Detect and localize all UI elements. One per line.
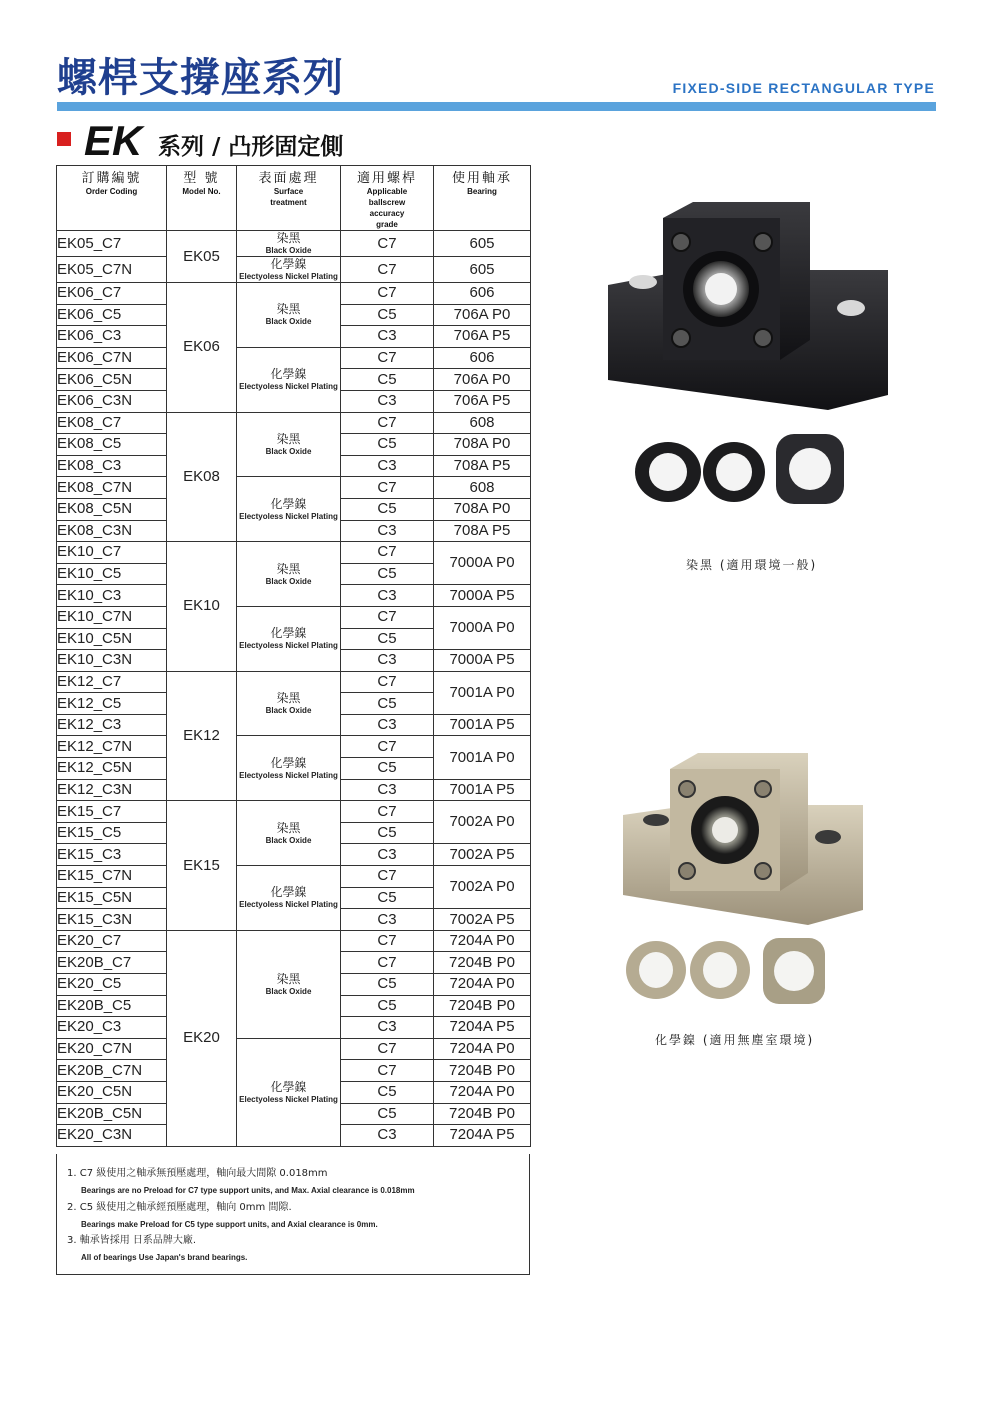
order-code-cell: EK10_C3 bbox=[57, 585, 167, 607]
grade-cell: C3 bbox=[341, 779, 434, 801]
table-row bbox=[57, 477, 531, 499]
section-code: EK bbox=[84, 117, 143, 164]
note-3-en: All of bearings Use Japan's brand bearings. bbox=[81, 1253, 248, 1262]
note-2-zh: 2. C5 級使用之軸承經預壓處理，軸向 0mm 間隙. bbox=[67, 1202, 292, 1213]
order-code-cell: EK06_C7N bbox=[57, 347, 167, 369]
order-code-cell: EK08_C5 bbox=[57, 434, 167, 456]
table-row bbox=[57, 671, 531, 693]
model-no-cell: EK20 bbox=[167, 930, 237, 1146]
bearing-cell: 7002A P5 bbox=[434, 909, 531, 931]
model-no-cell: EK05 bbox=[167, 231, 237, 283]
order-code-cell: EK15_C7 bbox=[57, 801, 167, 823]
order-code-cell: EK12_C7N bbox=[57, 736, 167, 758]
notes-box bbox=[56, 1154, 530, 1275]
bearing-cell: 7204A P0 bbox=[434, 1038, 531, 1060]
order-code-cell: EK15_C3N bbox=[57, 909, 167, 931]
grade-cell: C7 bbox=[341, 952, 434, 974]
order-code-cell: EK15_C5N bbox=[57, 887, 167, 909]
grade-cell: C5 bbox=[341, 1103, 434, 1125]
order-code-cell: EK20B_C5 bbox=[57, 995, 167, 1017]
order-code-cell: EK20_C7 bbox=[57, 930, 167, 952]
order-code-cell: EK20B_C5N bbox=[57, 1103, 167, 1125]
bearing-cell: 608 bbox=[434, 477, 531, 499]
order-code-cell: EK06_C7 bbox=[57, 283, 167, 305]
bearing-cell: 7204A P0 bbox=[434, 974, 531, 996]
spec-table bbox=[56, 165, 531, 1147]
order-code-cell: EK10_C3N bbox=[57, 650, 167, 672]
treatment-black-oxide-cell: 染黑 Black Oxide bbox=[237, 412, 341, 477]
bearing-cell: 7001A P5 bbox=[434, 779, 531, 801]
order-code-cell: EK20_C7N bbox=[57, 1038, 167, 1060]
bearing-cell: 605 bbox=[434, 257, 531, 283]
bearing-cell: 7000A P5 bbox=[434, 585, 531, 607]
grade-cell: C7 bbox=[341, 671, 434, 693]
note-1-zh: 1. C7 級使用之軸承無預壓處理，軸向最大間隙 0.018mm bbox=[67, 1168, 328, 1179]
grade-cell: C7 bbox=[341, 606, 434, 628]
grade-cell: C3 bbox=[341, 326, 434, 348]
grade-cell: C3 bbox=[341, 520, 434, 542]
grade-cell: C3 bbox=[341, 1125, 434, 1147]
table-row bbox=[57, 542, 531, 564]
treatment-nickel-cell: 化學鎳 Electyoless Nickel Plating bbox=[237, 606, 341, 671]
treatment-black-oxide-cell: 染黑 Black Oxide bbox=[237, 231, 341, 257]
nickel-product-image bbox=[598, 745, 898, 1025]
table-row bbox=[57, 801, 531, 823]
table-row bbox=[57, 283, 531, 305]
treatment-nickel-cell: 化學鎳 Electyoless Nickel Plating bbox=[237, 736, 341, 801]
order-code-cell: EK20_C3 bbox=[57, 1017, 167, 1039]
bearing-cell: 7204B P0 bbox=[434, 952, 531, 974]
grade-cell: C7 bbox=[341, 347, 434, 369]
order-code-cell: EK08_C5N bbox=[57, 498, 167, 520]
note-1-en: Bearings are no Preload for C7 type support units, and Max. Axial clearance is 0.018mm bbox=[81, 1186, 415, 1195]
grade-cell: C3 bbox=[341, 1017, 434, 1039]
table-row bbox=[57, 930, 531, 952]
order-code-cell: EK12_C3N bbox=[57, 779, 167, 801]
grade-cell: C3 bbox=[341, 390, 434, 412]
grade-cell: C7 bbox=[341, 412, 434, 434]
grade-cell: C7 bbox=[341, 477, 434, 499]
order-code-cell: EK10_C7 bbox=[57, 542, 167, 564]
header-model-no: 型 號 Model No. bbox=[167, 166, 237, 231]
bearing-cell: 708A P0 bbox=[434, 498, 531, 520]
grade-cell: C5 bbox=[341, 693, 434, 715]
grade-cell: C7 bbox=[341, 1060, 434, 1082]
treatment-black-oxide-cell: 染黑 Black Oxide bbox=[237, 283, 341, 348]
grade-cell: C3 bbox=[341, 909, 434, 931]
treatment-nickel-cell: 化學鎳 Electyoless Nickel Plating bbox=[237, 1038, 341, 1146]
order-code-cell: EK12_C5 bbox=[57, 693, 167, 715]
grade-cell: C5 bbox=[341, 822, 434, 844]
table-row bbox=[57, 231, 531, 257]
grade-cell: C3 bbox=[341, 650, 434, 672]
order-code-cell: EK20B_C7 bbox=[57, 952, 167, 974]
order-code-cell: EK08_C7 bbox=[57, 412, 167, 434]
bearing-cell: 7002A P0 bbox=[434, 866, 531, 909]
note-3-zh: 3. 軸承皆採用 日系品牌大廠. bbox=[67, 1235, 197, 1246]
table-row bbox=[57, 736, 531, 758]
treatment-nickel-cell: 化學鎳 Electyoless Nickel Plating bbox=[237, 866, 341, 931]
bearing-cell: 7000A P0 bbox=[434, 542, 531, 585]
header-order-coding: 訂購編號 Order Coding bbox=[57, 166, 167, 231]
model-no-cell: EK08 bbox=[167, 412, 237, 542]
header-bearing: 使用軸承 Bearing bbox=[434, 166, 531, 231]
grade-cell: C7 bbox=[341, 283, 434, 305]
nickel-caption: 化學鎳 (適用無塵室環境) bbox=[655, 1033, 815, 1047]
bearing-cell: 7000A P5 bbox=[434, 650, 531, 672]
grade-cell: C5 bbox=[341, 304, 434, 326]
order-code-cell: EK10_C5 bbox=[57, 563, 167, 585]
order-code-cell: EK12_C7 bbox=[57, 671, 167, 693]
grade-cell: C3 bbox=[341, 585, 434, 607]
bearing-cell: 708A P5 bbox=[434, 520, 531, 542]
bearing-cell: 708A P5 bbox=[434, 455, 531, 477]
table-row bbox=[57, 1038, 531, 1060]
treatment-nickel-cell: 化學鎳 Electyoless Nickel Plating bbox=[237, 257, 341, 283]
grade-cell: C5 bbox=[341, 974, 434, 996]
grade-cell: C7 bbox=[341, 542, 434, 564]
table-header-row bbox=[57, 166, 531, 231]
section-name: 系列 / 凸形固定側 bbox=[158, 134, 344, 160]
treatment-nickel-cell: 化學鎳 Electyoless Nickel Plating bbox=[237, 347, 341, 412]
bearing-cell: 706A P5 bbox=[434, 390, 531, 412]
bearing-cell: 7204B P0 bbox=[434, 995, 531, 1017]
black-oxide-caption: 染黑 (適用環境一般) bbox=[686, 558, 818, 572]
title-underline-bar bbox=[57, 102, 936, 111]
bearing-cell: 7001A P5 bbox=[434, 714, 531, 736]
grade-cell: C3 bbox=[341, 714, 434, 736]
bearing-cell: 606 bbox=[434, 347, 531, 369]
grade-cell: C5 bbox=[341, 887, 434, 909]
bearing-cell: 608 bbox=[434, 412, 531, 434]
bearing-cell: 7204A P5 bbox=[434, 1125, 531, 1147]
order-code-cell: EK08_C3 bbox=[57, 455, 167, 477]
model-no-cell: EK06 bbox=[167, 283, 237, 413]
table-row bbox=[57, 606, 531, 628]
grade-cell: C5 bbox=[341, 628, 434, 650]
order-code-cell: EK06_C5 bbox=[57, 304, 167, 326]
grade-cell: C7 bbox=[341, 801, 434, 823]
grade-cell: C7 bbox=[341, 231, 434, 257]
treatment-black-oxide-cell: 染黑 Black Oxide bbox=[237, 671, 341, 736]
treatment-black-oxide-cell: 染黑 Black Oxide bbox=[237, 801, 341, 866]
grade-cell: C5 bbox=[341, 995, 434, 1017]
bearing-cell: 7002A P5 bbox=[434, 844, 531, 866]
order-code-cell: EK20B_C7N bbox=[57, 1060, 167, 1082]
grade-cell: C5 bbox=[341, 498, 434, 520]
grade-cell: C7 bbox=[341, 736, 434, 758]
grade-cell: C7 bbox=[341, 1038, 434, 1060]
grade-cell: C3 bbox=[341, 844, 434, 866]
order-code-cell: EK10_C5N bbox=[57, 628, 167, 650]
order-code-cell: EK15_C7N bbox=[57, 866, 167, 888]
grade-cell: C7 bbox=[341, 866, 434, 888]
treatment-black-oxide-cell: 染黑 Black Oxide bbox=[237, 930, 341, 1038]
treatment-black-oxide-cell: 染黑 Black Oxide bbox=[237, 542, 341, 607]
table-row bbox=[57, 347, 531, 369]
bearing-cell: 7204A P0 bbox=[434, 1081, 531, 1103]
order-code-cell: EK20_C5N bbox=[57, 1081, 167, 1103]
bearing-cell: 605 bbox=[434, 231, 531, 257]
note-2-en: Bearings make Preload for C5 type support units, and Axial clearance is 0mm. bbox=[81, 1220, 378, 1229]
bearing-cell: 7001A P0 bbox=[434, 736, 531, 779]
table-row bbox=[57, 412, 531, 434]
bearing-cell: 708A P0 bbox=[434, 434, 531, 456]
model-no-cell: EK10 bbox=[167, 542, 237, 672]
page-subtitle: FIXED-SIDE RECTANGULAR TYPE bbox=[672, 80, 935, 96]
header-ballscrew-grade: 適用螺桿 Applicable ballscrew accuracy grade bbox=[341, 166, 434, 231]
grade-cell: C5 bbox=[341, 1081, 434, 1103]
bearing-cell: 7204A P0 bbox=[434, 930, 531, 952]
order-code-cell: EK05_C7N bbox=[57, 257, 167, 283]
black-oxide-product-image bbox=[598, 190, 898, 540]
table-row bbox=[57, 866, 531, 888]
header-surface-treatment: 表面處理 Surface treatment bbox=[237, 166, 341, 231]
bearing-cell: 7000A P0 bbox=[434, 606, 531, 649]
section-marker-square bbox=[57, 132, 71, 146]
grade-cell: C7 bbox=[341, 257, 434, 283]
order-code-cell: EK15_C3 bbox=[57, 844, 167, 866]
grade-cell: C5 bbox=[341, 369, 434, 391]
bearing-cell: 706A P0 bbox=[434, 304, 531, 326]
treatment-nickel-cell: 化學鎳 Electyoless Nickel Plating bbox=[237, 477, 341, 542]
bearing-cell: 706A P0 bbox=[434, 369, 531, 391]
order-code-cell: EK20_C5 bbox=[57, 974, 167, 996]
bearing-cell: 7002A P0 bbox=[434, 801, 531, 844]
order-code-cell: EK05_C7 bbox=[57, 231, 167, 257]
grade-cell: C3 bbox=[341, 455, 434, 477]
bearing-cell: 7204B P0 bbox=[434, 1060, 531, 1082]
order-code-cell: EK06_C3N bbox=[57, 390, 167, 412]
grade-cell: C5 bbox=[341, 563, 434, 585]
model-no-cell: EK15 bbox=[167, 801, 237, 931]
order-code-cell: EK06_C5N bbox=[57, 369, 167, 391]
order-code-cell: EK15_C5 bbox=[57, 822, 167, 844]
table-row bbox=[57, 257, 531, 283]
order-code-cell: EK06_C3 bbox=[57, 326, 167, 348]
order-code-cell: EK12_C5N bbox=[57, 758, 167, 780]
order-code-cell: EK08_C3N bbox=[57, 520, 167, 542]
order-code-cell: EK20_C3N bbox=[57, 1125, 167, 1147]
grade-cell: C7 bbox=[341, 930, 434, 952]
model-no-cell: EK12 bbox=[167, 671, 237, 801]
bearing-cell: 7001A P0 bbox=[434, 671, 531, 714]
bearing-cell: 706A P5 bbox=[434, 326, 531, 348]
bearing-cell: 7204B P0 bbox=[434, 1103, 531, 1125]
order-code-cell: EK10_C7N bbox=[57, 606, 167, 628]
page-title: 螺桿支撐座系列 bbox=[57, 55, 344, 101]
grade-cell: C5 bbox=[341, 434, 434, 456]
grade-cell: C5 bbox=[341, 758, 434, 780]
bearing-cell: 606 bbox=[434, 283, 531, 305]
order-code-cell: EK12_C3 bbox=[57, 714, 167, 736]
bearing-cell: 7204A P5 bbox=[434, 1017, 531, 1039]
table-body bbox=[57, 231, 531, 1147]
order-code-cell: EK08_C7N bbox=[57, 477, 167, 499]
